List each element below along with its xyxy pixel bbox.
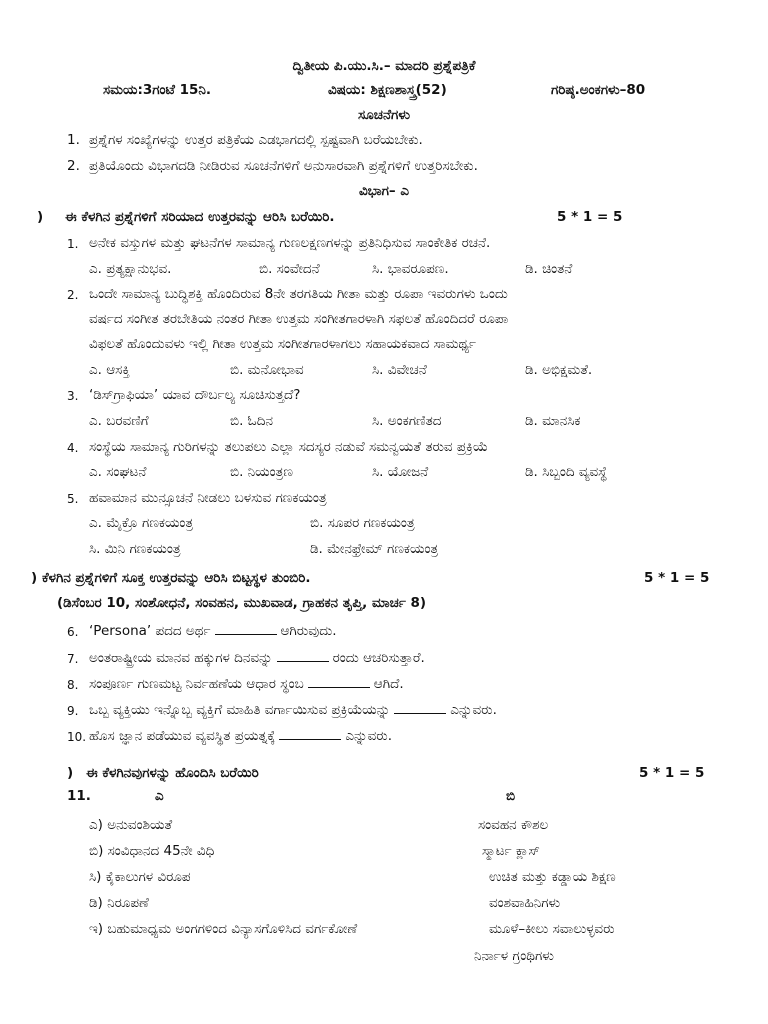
question-number: 7. bbox=[67, 652, 79, 666]
option-a: ಎ. ಸಂಘಟನೆ bbox=[89, 464, 147, 480]
match-left-item: ಸಿ) ಕೈಕಾಲುಗಳ ವಿರೂಪ bbox=[89, 869, 191, 885]
match-right-item: ಮೂಳೆ–ಕೀಲು ಸವಾಲುಳ್ಳವರು bbox=[489, 921, 615, 937]
question-number: 9. bbox=[67, 704, 79, 718]
answer-blank bbox=[308, 675, 370, 688]
option-b: ಬಿ. ಸಂವೇದನೆ bbox=[259, 261, 320, 277]
paper-title: ದ್ವಿತೀಯ ಪಿ.ಯು.ಸಿ.– ಮಾದರಿ ಪ್ರಶ್ನೆಪತ್ರಿಕೆ bbox=[292, 58, 476, 74]
question-text: ಆಗಿದೆ. bbox=[373, 676, 404, 692]
option-c: ಸಿ. ಅಂಕಗಣಿತದ bbox=[372, 413, 442, 429]
section-title: ವಿಭಾಗ– ಎ bbox=[358, 183, 410, 199]
match-right-item: ನಿರ್ನಾಳ ಗ್ರಂಥಿಗಳು bbox=[474, 948, 554, 964]
option-d: ಡಿ. ಮೇನಫ್ರೇಮ್ ಗಣಕಯಂತ್ರ bbox=[310, 541, 439, 557]
match-right-item: ವಂಶವಾಹಿನಿಗಳು bbox=[489, 895, 561, 911]
part2-word-choices: (ಡಿಸೆಂಬರ 10, ಸಂಶೋಧನೆ, ಸಂವಹನ, ಮುಖವಾಡ, ಗ್ರಾಹಕನ ತೃಪ್ತಿ, ಮಾರ್ಚ 8) bbox=[57, 595, 427, 611]
question-number: 5. bbox=[67, 492, 79, 506]
match-left-item: ಎ) ಅನುವಂಶಿಯತೆ bbox=[89, 817, 173, 833]
fill-blank-question bbox=[89, 622, 337, 639]
time-allowed: ಸಮಯ:3ಗಂಟೆ 15ನಿ. bbox=[103, 82, 212, 98]
question-number: 8. bbox=[67, 678, 79, 692]
part1-heading: ಈ ಕೆಳಗಿನ ಪ್ರಶ್ನೆಗಳಿಗೆ ಸರಿಯಾದ ಉತ್ತರವನ್ನು ಆರಿಸಿ ಬರೆಯಿರಿ. bbox=[65, 209, 335, 225]
option-d: ಡಿ. ಚಿಂತನೆ bbox=[525, 261, 573, 277]
option-c: ಸಿ. ವಿವೇಚನೆ bbox=[372, 362, 427, 378]
question-text-line: ವರ್ಷದ ಸಂಗೀತ ತರಬೇತಿಯ ನಂತರ ಗೀತಾ ಉತ್ತಮ ಸಂಗೀತಗಾರಳಾಗಿ ಸಫಲತೆ ಹೊಂದಿದರೆ ರೂಪಾ bbox=[89, 311, 509, 327]
question-text: ಹವಾಮಾನ ಮುನ್ಸೂಚನೆ ನೀಡಲು ಬಳಸುವ ಗಣಕಯಂತ್ರ bbox=[89, 490, 327, 506]
question-text: ಎನ್ನುವರು. bbox=[450, 702, 497, 718]
option-c: ಸಿ. ಭಾವರೂಪಣ. bbox=[372, 261, 449, 277]
question-text: ಸಂಸ್ಥೆಯ ಸಾಮಾನ್ಯ ಗುರಿಗಳನ್ನು ತಲುಪಲು ಎಲ್ಲಾ ಸದಸ್ಯರ ನಡುವೆ ಸಮನ್ವಯತೆ ತರುವ ಪ್ರಕ್ರಿಯೆ bbox=[89, 439, 489, 455]
match-left-item: ಬಿ) ಸಂವಿಧಾನದ 45ನೇ ವಿಧಿ bbox=[89, 843, 215, 859]
answer-blank bbox=[279, 727, 341, 740]
option-d: ಡಿ. ಸಿಬ್ಬಂದಿ ವ್ಯವಸ್ಥೆ bbox=[525, 464, 608, 480]
fill-blank-question bbox=[89, 701, 497, 718]
part1-prefix: ) bbox=[37, 209, 44, 225]
option-b: ಬಿ. ಓದಿನ bbox=[230, 413, 273, 429]
answer-blank bbox=[394, 701, 446, 714]
instruction-number: 2. bbox=[67, 158, 80, 174]
question-number: 2. bbox=[67, 288, 79, 302]
match-right-item: ಸಂವಹನ ಕೌಶಲ bbox=[478, 817, 549, 833]
option-a: ಎ. ಆಸಕ್ತಿ bbox=[89, 362, 130, 378]
column-a-header: ಎ bbox=[155, 788, 164, 804]
part3-prefix: ) bbox=[67, 765, 74, 781]
question-number: 4. bbox=[67, 441, 79, 455]
option-b: ಬಿ. ಮನೋಭಾವ bbox=[230, 362, 304, 378]
question-text: ಅಂತರಾಷ್ಟ್ರೀಯ ಮಾನವ ಹಕ್ಕುಗಳ ದಿನವನ್ನು bbox=[89, 650, 273, 666]
instructions-title: ಸೂಚನೆಗಳು bbox=[358, 107, 410, 123]
option-a: ಎ. ಬರವಣಿಗೆ bbox=[89, 413, 149, 429]
part2-prefix: ) bbox=[31, 570, 38, 586]
option-d: ಡಿ. ಮಾನಸಿಕ bbox=[525, 413, 581, 429]
max-marks: ಗರಿಷ್ಠ.ಅಂಕಗಳು–80 bbox=[551, 82, 646, 98]
match-right-item: ಸ್ಮಾರ್ಟ ಕ್ಲಾಸ್ bbox=[482, 843, 540, 859]
option-b: ಬಿ. ನಿಯಂತ್ರಣ bbox=[230, 464, 293, 480]
question-text: ಅನೇಕ ವಸ್ತುಗಳ ಮತ್ತು ಘಟನೆಗಳ ಸಾಮಾನ್ಯ ಗುಣಲಕ್ಷಣಗಳನ್ನು ಪ್ರತಿನಿಧಿಸುವ ಸಾಂಕೇತಿಕ ರಚನೆ. bbox=[89, 235, 491, 251]
part2-heading: ಕೆಳಗಿನ ಪ್ರಶ್ನೆಗಳಿಗೆ ಸೂಕ್ತ ಉತ್ತರವನ್ನು ಆರಿಸಿ ಬಿಟ್ಟಸ್ಥಳ ತುಂಬಿರಿ. bbox=[42, 570, 311, 586]
question-text: ಹೊಸ ಜ್ಞಾನ ಪಡೆಯುವ ವ್ಯವಸ್ಥಿತ ಪ್ರಯತ್ನಕ್ಕೆ bbox=[89, 728, 276, 744]
question-text: ರಂದು ಆಚರಿಸುತ್ತಾರೆ. bbox=[332, 650, 425, 666]
option-c: ಸಿ. ಯೋಜನೆ bbox=[372, 464, 429, 480]
question-number: 11. bbox=[67, 788, 91, 804]
fill-blank-question bbox=[89, 675, 404, 692]
question-text-line: ವಿಫಲತೆ ಹೊಂದುವಳು ಇಲ್ಲಿ ಗೀತಾ ಉತ್ತಮ ಸಂಗೀತಗಾರಳಾಗಲು ಸಹಾಯಕವಾದ ಸಾಮರ್ಥ್ಯ bbox=[89, 336, 477, 352]
question-text: ‘ಡಿಸ್‌ಗ್ರಾಫಿಯಾ’ ಯಾವ ದೌರ್ಬಲ್ಯ ಸೂಚಿಸುತ್ತದೆ? bbox=[89, 387, 301, 403]
option-b: ಬಿ. ಸೂಪರ ಗಣಕಯಂತ್ರ bbox=[310, 515, 415, 531]
option-c: ಸಿ. ಮಿನಿ ಗಣಕಯಂತ್ರ bbox=[89, 541, 181, 557]
fill-blank-question bbox=[89, 649, 425, 666]
question-number: 1. bbox=[67, 237, 79, 251]
question-text-line: ಒಂದೇ ಸಾಮಾನ್ಯ ಬುದ್ಧಿಶಕ್ತಿ ಹೊಂದಿರುವ 8ನೇ ತರಗತಿಯ ಗೀತಾ ಮತ್ತು ರೂಪಾ ಇವರುಗಳು ಒಂದು bbox=[89, 286, 508, 302]
answer-blank bbox=[277, 649, 329, 662]
match-left-item: ಇ) ಬಹುಮಾಧ್ಯಮ ಅಂಗಗಳಿಂದ ವಿನ್ಯಾಸಗೊಳಿಸಿದ ವರ್ಗಕೋಣೆ bbox=[89, 921, 358, 937]
question-text: ಒಬ್ಬ ವ್ಯಕ್ತಿಯು ಇನ್ನೊಬ್ಬ ವ್ಯಕ್ತಿಗೆ ಮಾಹಿತಿ ವರ್ಗಾಯಿಸುವ ಪ್ರಕ್ರಿಯೆಯನ್ನು bbox=[89, 702, 391, 718]
part1-marks: 5 * 1 = 5 bbox=[557, 209, 623, 225]
question-number: 3. bbox=[67, 389, 79, 403]
fill-blank-question bbox=[89, 727, 392, 744]
question-text: ಎನ್ನುವರು. bbox=[345, 728, 392, 744]
instruction-number: 1. bbox=[67, 132, 80, 148]
question-number: 10. bbox=[67, 730, 87, 744]
instruction-text: ಪ್ರಶ್ನೆಗಳ ಸಂಖ್ಯೆಗಳನ್ನು ಉತ್ತರ ಪತ್ರಿಕೆಯ ಎಡಭಾಗದಲ್ಲಿ ಸ್ಪಷ್ಟವಾಗಿ ಬರೆಯಬೇಕು. bbox=[89, 132, 423, 148]
question-text: ಸಂಪೂರ್ಣ ಗುಣಮಟ್ಟ ನಿರ್ವಹಣೆಯ ಆಧಾರ ಸ್ಥಂಬ bbox=[89, 676, 304, 692]
subject-label: ವಿಷಯ: ಶಿಕ್ಷಣಶಾಸ್ತ್ರ(52) bbox=[328, 82, 447, 98]
part2-marks: 5 * 1 = 5 bbox=[644, 570, 710, 586]
question-text: ಆಗಿರುವುದು. bbox=[280, 623, 337, 639]
option-a: ಎ. ಮೈಕ್ರೊ ಗಣಕಯಂತ್ರ bbox=[89, 515, 194, 531]
option-a: ಎ. ಪ್ರತ್ಯಕ್ಷಾನುಭವ. bbox=[89, 261, 172, 277]
part3-marks: 5 * 1 = 5 bbox=[639, 765, 705, 781]
instruction-text: ಪ್ರತಿಯೊಂದು ವಿಭಾಗದಡಿ ನೀಡಿರುವ ಸೂಚನೆಗಳಿಗೆ ಅನುಸಾರವಾಗಿ ಪ್ರಶ್ನೆಗಳಿಗೆ ಉತ್ತರಿಸಬೇಕು. bbox=[89, 158, 478, 174]
answer-blank bbox=[215, 622, 277, 635]
question-number: 6. bbox=[67, 625, 79, 639]
part3-heading: ಈ ಕೆಳಗಿನವುಗಳನ್ನು ಹೊಂದಿಸಿ ಬರೆಯಿರಿ bbox=[86, 765, 259, 781]
question-text: ‘Persona’ ಪದದ ಅರ್ಥ bbox=[89, 623, 211, 639]
column-b-header: ಬಿ bbox=[506, 788, 516, 804]
match-left-item: ಡಿ) ನಿರೂಪಣೆ bbox=[89, 895, 149, 911]
option-d: ಡಿ. ಅಭಿಕ್ಷಮತೆ. bbox=[525, 362, 593, 378]
match-right-item: ಉಚಿತ ಮತ್ತು ಕಡ್ಡಾಯ ಶಿಕ್ಷಣ bbox=[489, 869, 616, 885]
